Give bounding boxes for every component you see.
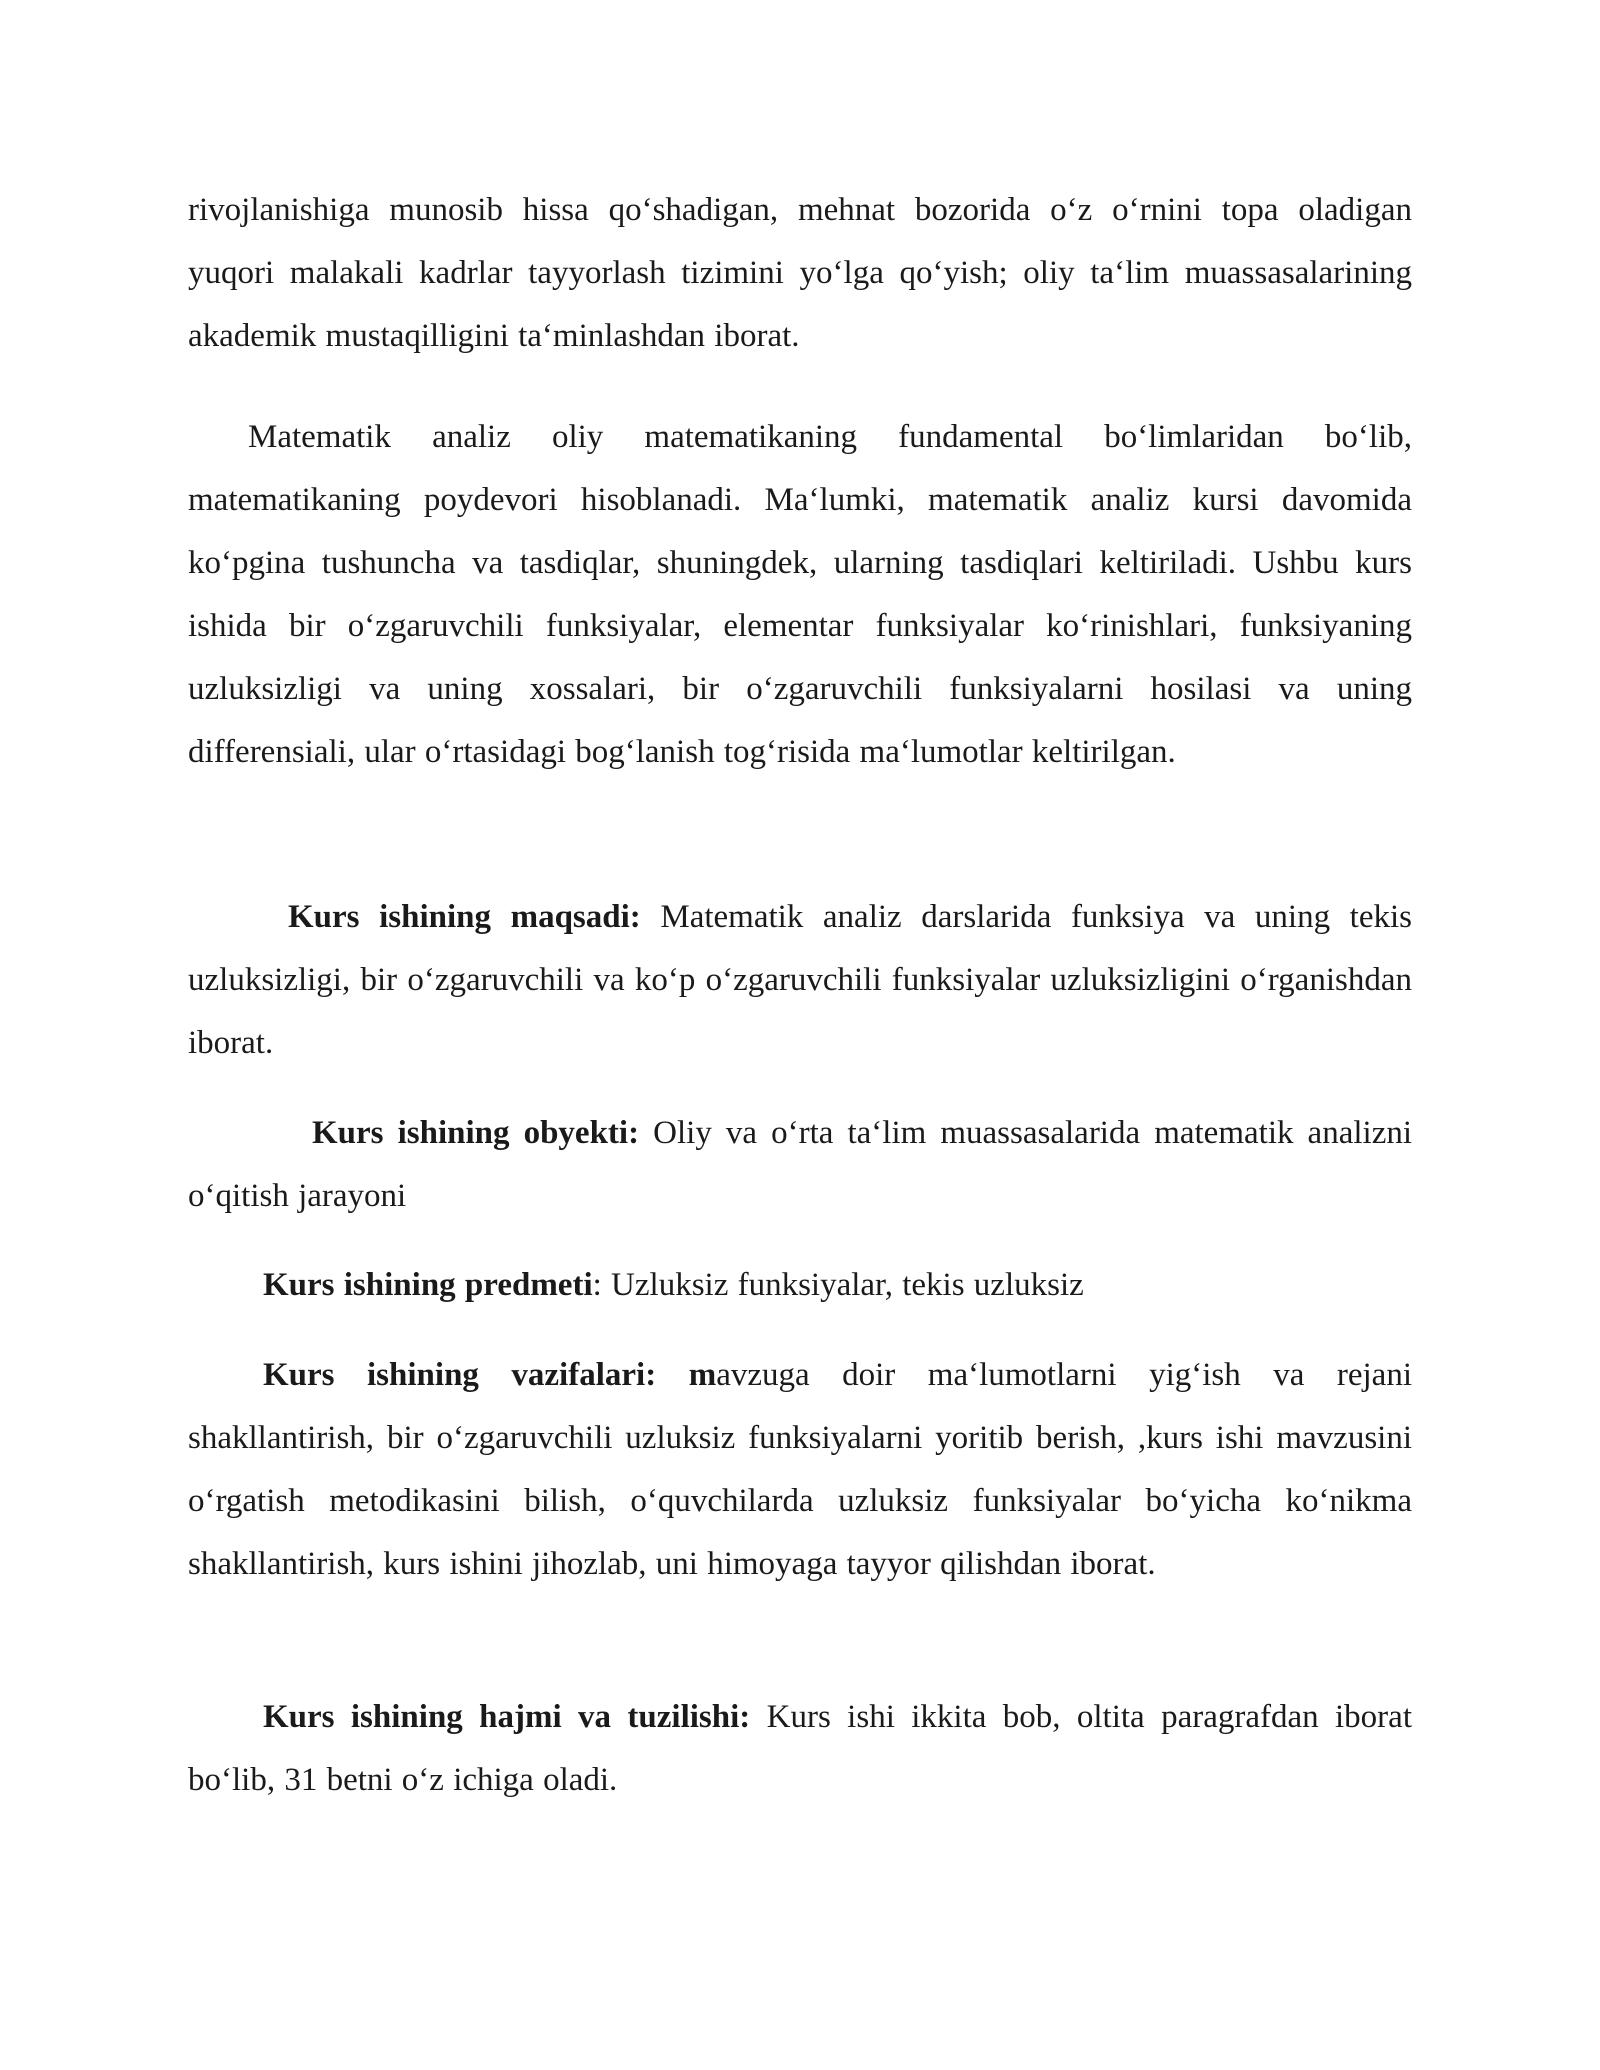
course-goal-paragraph [188,886,1412,1075]
course-tasks-text: avzuga doir ma‘lumotlarni yig‘ish va rejani shakllantirish, bir o‘zgaruvchili uzluksiz funksiyalarni yoritib berish, ,kurs ishi mavzusini o‘rgatish metodikasini bilish, o‘quvchilarda uzluksiz funksiyalar bo‘yicha ko‘nikma shakllantirish, kurs ishini jihozlab, uni himoyaga tayyor qilishdan iborat. [188,1357,1412,1582]
course-tasks-paragraph [188,1344,1412,1596]
course-subject-label: Kurs ishining predmeti [263,1267,593,1303]
course-tasks-label: Kurs ishining vazifalari: m [263,1357,717,1393]
course-structure-label: Kurs ishining hajmi va tuzilishi: [263,1699,751,1735]
course-goal-text: Matematik analiz darslarida funksiya va uning tekis uzluksizligi, bir o‘zgaruvchili va ko‘p o‘zgaruvchili funksiyalar uzluksizligini o‘rganishdan iborat. [188,899,1412,1061]
course-subject-paragraph [188,1254,1412,1317]
course-object-text: Oliy va o‘rta ta‘lim muassasalarida matematik analizni o‘qitish jarayoni [188,1115,1413,1214]
course-object-paragraph [188,1102,1412,1228]
course-goal-label: Kurs ishining maqsadi: [288,899,641,935]
course-structure-text: Kurs ishi ikkita bob, oltita paragrafdan iborat bo‘lib, 31 betni o‘z ichiga oladi. [188,1699,1412,1798]
course-subject-text: : Uzluksiz funksiyalar, tekis uzluksiz [592,1267,1084,1303]
matematik-analiz-paragraph: Matematik analiz oliy matematikaning fundamental bo‘limlaridan bo‘lib, matematikaning poydevori hisoblanadi. Ma‘lumki, matematik analiz kursi davomida ko‘pgina tushuncha va tasdiqlar, shuningdek, ularning tasdiqlari keltiriladi. Ushbu kurs ishida bir o‘zgaruvchili funksiyalar, elementar funksiyalar ko‘rinishlari, funksiyaning uzluksizligi va uning xossalari, bir o‘zgaruvchili funksiyalarni hosilasi va uning differensiali, ular o‘rtasidagi bog‘lanish tog‘risida ma‘lumotlar keltirilgan. [188,419,1412,770]
course-structure-paragraph [188,1686,1412,1812]
course-object-label: Kurs ishining obyekti: [312,1115,640,1151]
intro-continuation-paragraph: rivojlanishiga munosib hissa qo‘shadigan, mehnat bozorida o‘z o‘rnini topa oladigan yuqori malakali kadrlar tayyorlash tizimini yo‘lga qo‘yish; oliy ta‘lim muassasalarining akademik mustaqilligini ta‘minlashdan iborat. [188,192,1412,354]
